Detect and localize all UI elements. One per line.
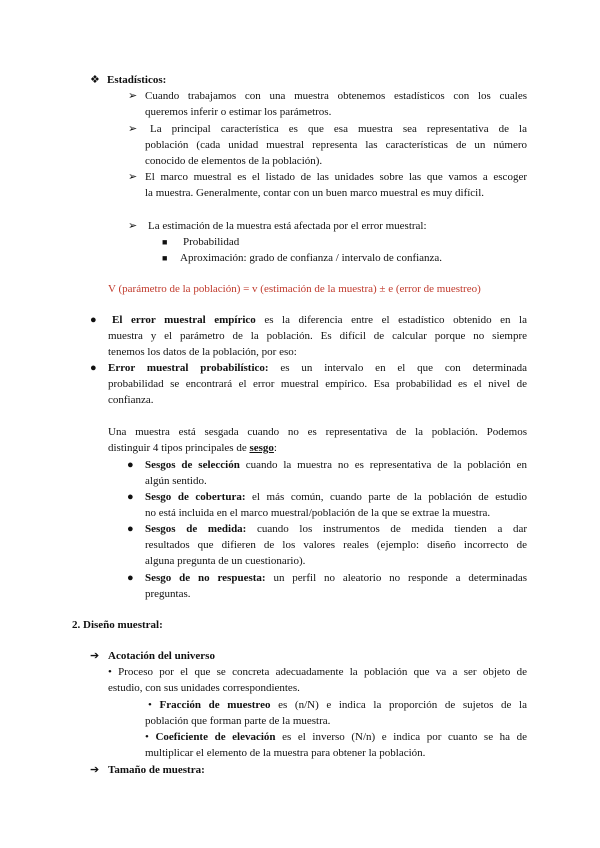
bullet-icon: ● xyxy=(127,459,134,471)
text-line: población que forman parte de la muestra. xyxy=(145,715,331,727)
bullet-icon: ● xyxy=(127,523,134,535)
section-heading-estadisticos: Estadísticos: xyxy=(107,74,167,86)
text-line: • Proceso por el que se concreta adecuadamente la población que va a ser objeto de xyxy=(108,666,527,678)
text-line: conocido de elementos de la población). xyxy=(145,155,323,167)
text-line: estudio, con sus unidades correspondientes. xyxy=(108,682,300,694)
text-line: Cuando trabajamos con una muestra obtenemos estadísticos con los cuales xyxy=(145,90,527,102)
text-line: confianza. xyxy=(108,394,154,406)
bullet-icon: ● xyxy=(90,362,97,374)
text-line: queremos inferir o estimar los parámetros. xyxy=(145,106,332,118)
bullet-icon: ● xyxy=(90,314,97,326)
arrow-bullet-icon: ➢ xyxy=(128,220,138,232)
text-line: Sesgos de medida: cuando los instrumentos de medida tienden a dar xyxy=(145,523,528,535)
text-line: Una muestra está sesgada cuando no es representativa de la población. Podemos xyxy=(108,426,527,438)
formula: V (parámetro de la población) = v (estimación de la muestra) ± e (error de muestreo) xyxy=(108,283,481,295)
arrow-bullet-icon: ➢ xyxy=(128,171,138,183)
arrow-right-icon: ➔ xyxy=(90,650,100,662)
subheading-tamano: Tamaño de muestra: xyxy=(108,764,205,776)
arrow-bullet-icon: ➢ xyxy=(128,123,138,135)
subheading-acotacion: Acotación del universo xyxy=(108,650,215,662)
text-line: Error muestral probabilístico: es un intervalo en el que con determinada xyxy=(108,362,527,374)
section-heading-diseno: 2. Diseño muestral: xyxy=(72,619,163,631)
text-line: Aproximación: grado de confianza / intervalo de confianza. xyxy=(180,252,443,264)
diamond-bullet-icon: ❖ xyxy=(90,74,100,86)
bullet-icon: ● xyxy=(127,491,134,503)
text-line: muestra y el parámetro de la población. Es difícil de calcular porque no siempre xyxy=(108,330,527,342)
text-line: La principal característica es que esa muestra sea representativa de la xyxy=(150,123,527,135)
text-line: La estimación de la muestra está afectada por el error muestral: xyxy=(148,220,427,232)
text-line: El error muestral empírico es la diferencia entre el estadístico obtenido en la xyxy=(112,314,528,326)
text-line: algún sentido. xyxy=(145,475,207,487)
text-line: resultados que difieren de los valores reales (ejemplo: diseño incorrecto de xyxy=(145,539,527,551)
text-line: tenemos los datos de la población, por eso: xyxy=(108,346,297,358)
text-line: alguna pregunta de un cuestionario). xyxy=(145,555,306,567)
text-line: • Fracción de muestreo es (n/N) e indica la proporción de sujetos de la xyxy=(148,699,527,711)
text-line: multiplicar el elemento de la muestra para obtener la población. xyxy=(145,747,426,759)
text-line: Probabilidad xyxy=(183,236,240,248)
text-line: El marco muestral es el listado de las unidades sobre las que vamos a escoger xyxy=(145,171,527,183)
text-line: preguntas. xyxy=(145,588,191,600)
text-line: Sesgo de no respuesta: un perfil no aleatorio no responde a determinadas xyxy=(145,572,527,584)
square-bullet-icon: ■ xyxy=(162,237,168,247)
arrow-right-icon: ➔ xyxy=(90,764,100,776)
text-line: Sesgos de selección cuando la muestra no es representativa de la población en xyxy=(145,459,527,471)
text-line: población (cada unidad muestral representa las características de un número xyxy=(145,139,527,151)
text-line: la muestra. Generalmente, contar con un buen marco muestral es muy difícil. xyxy=(145,187,485,199)
text-line: • Coeficiente de elevación es el inverso (N/n) e indica por cuanto se ha de xyxy=(145,731,528,743)
text-line: Sesgo de cobertura: el más común, cuando parte de la población de estudio xyxy=(145,491,528,503)
text-line: no está incluida en el marco muestral/población de la que se extrae la muestra. xyxy=(145,507,491,519)
square-bullet-icon: ■ xyxy=(162,253,168,263)
bullet-icon: ● xyxy=(127,572,134,584)
text-line: distinguir 4 tipos principales de sesgo: xyxy=(108,442,277,454)
text-line: probabilidad se encontrará el error muestral empírico. Esa probabilidad es el nivel de xyxy=(108,378,527,390)
arrow-bullet-icon: ➢ xyxy=(128,90,138,102)
